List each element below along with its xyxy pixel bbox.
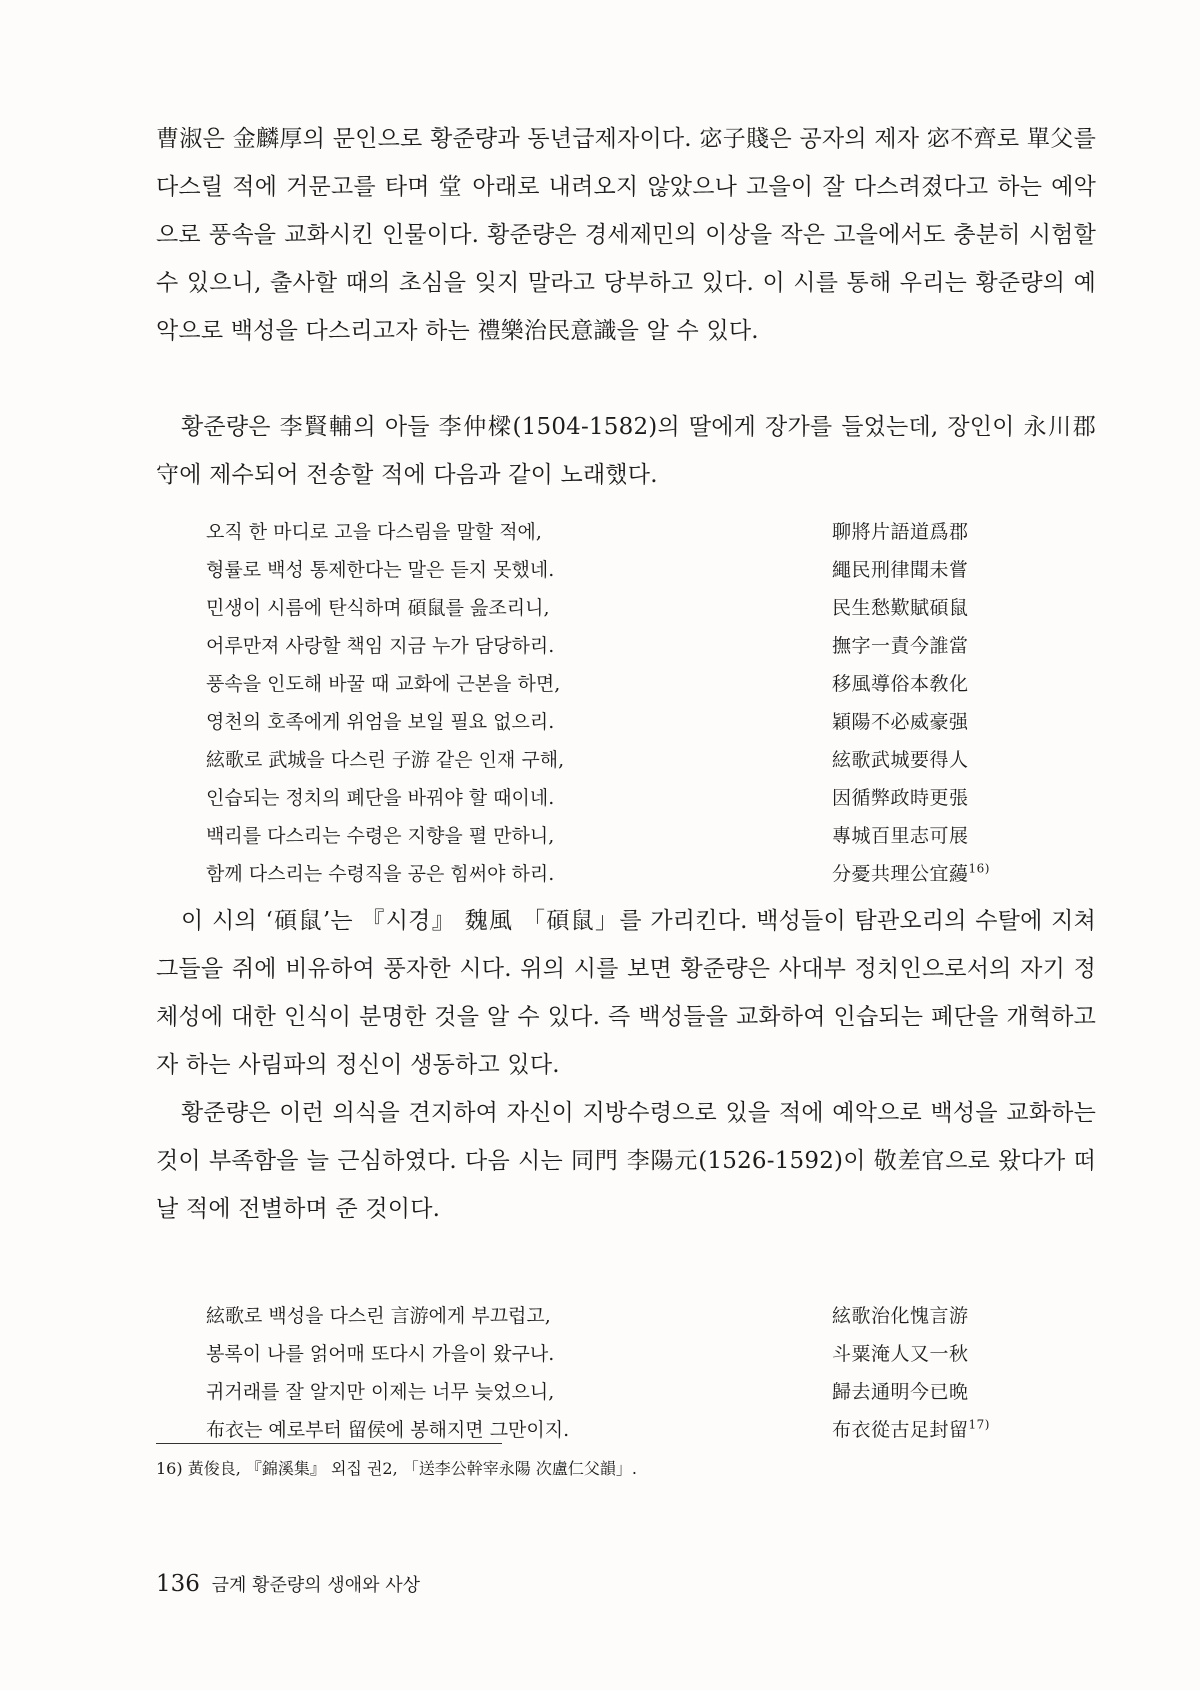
poem-line-korean: 絃歌로 백성을 다스린 言游에게 부끄럽고, — [206, 1305, 551, 1327]
poem-line-hanja — [832, 855, 990, 893]
poem-line — [206, 665, 976, 703]
poem-line-korean: 영천의 호족에게 위엄을 보일 필요 없으리. — [206, 711, 555, 733]
poem-line-korean: 귀거래를 잘 알지만 이제는 너무 늦었으니, — [206, 1381, 555, 1403]
poem-line — [206, 741, 976, 779]
poem-line-korean: 絃歌로 武城을 다스린 子游 같은 인재 구해, — [206, 749, 565, 771]
poem-line-hanja: 絃歌武城要得人 — [832, 749, 969, 771]
paragraph-2: 황준량은 李賢輔의 아들 李仲樑(1504-1582)의 딸에게 장가를 들었는데, 장인이 永川郡守에 제수되어 전송할 적에 다음과 같이 노래했다. — [156, 414, 1096, 488]
poem-line-hanja: 歸去通明今已晩 — [832, 1381, 969, 1403]
poem-line-hanja: 穎陽不必威豪强 — [832, 711, 969, 733]
poem-line-korean: 어루만져 사랑할 책임 지금 누가 담당하리. — [206, 635, 555, 657]
poem-line-hanja-text: 布衣從古足封留 — [832, 1419, 969, 1441]
poem-line — [206, 513, 976, 551]
poem-line-korean: 형률로 백성 통제한다는 말은 듣지 못했네. — [206, 559, 555, 581]
poem-line — [206, 1335, 976, 1373]
poem-line-korean: 풍속을 인도해 바꿀 때 교화에 근본을 하면, — [206, 673, 561, 695]
poem-line — [206, 855, 990, 893]
footnote-16: 16) 黃俊良, 『錦溪集』 외집 권2, 「送李公幹宰永陽 次盧仁父韻」. — [156, 1459, 637, 1478]
poem-line-korean: 인습되는 정치의 폐단을 바꿔야 할 때이네. — [206, 787, 555, 809]
page-number: 136 — [156, 1571, 200, 1597]
poem-line-korean: 민생이 시름에 탄식하며 碩鼠를 읊조리니, — [206, 597, 550, 619]
poem-line-korean: 봉록이 나를 얽어매 또다시 가을이 왔구나. — [206, 1343, 555, 1365]
poem-line — [206, 703, 976, 741]
footnote-ref-17: 17) — [968, 1417, 990, 1432]
footnote-ref-16: 16) — [968, 861, 990, 876]
poem-line — [206, 779, 976, 817]
poem-line-hanja: 撫字一責今誰當 — [832, 635, 969, 657]
running-title: 금계 황준량의 생애와 사상 — [211, 1575, 421, 1596]
poem-line-hanja: 民生愁歎賦碩鼠 — [832, 597, 969, 619]
poem-line — [206, 817, 976, 855]
poem-line-hanja: 斗粟淹人又一秋 — [832, 1343, 969, 1365]
poem-line — [206, 627, 976, 665]
poem-line-hanja: 因循弊政時更張 — [832, 787, 969, 809]
poem-line-korean: 오직 한 마디로 고을 다스림을 말할 적에, — [206, 521, 542, 543]
poem-farewell — [206, 1297, 990, 1449]
poem-line-korean: 백리를 다스리는 수령은 지향을 펼 만하니, — [206, 825, 555, 847]
paragraph-3: 이 시의 ‘碩鼠’는 『시경』 魏風 「碩鼠」를 가리킨다. 백성들이 탐관오리의 수탈에 지쳐 그들을 쥐에 비유하여 풍자한 시다. 위의 시를 보면 황준량은 사대부 정치인으로서의 자기 정체성에 대한 인식이 분명한 것을 알 수 있다. 즉 백성들을 교화하여 인습되는 폐단을 개혁하고자 하는 사림파의 정신이 생동하고 있다. — [156, 908, 1096, 1078]
footnote-divider — [156, 1443, 502, 1444]
poem-yeongcheon — [206, 513, 990, 893]
poem-line-hanja-text: 分憂共理公宜蘰 — [832, 863, 969, 885]
paragraph-1: 曹淑은 金麟厚의 문인으로 황준량과 동년급제자이다. 宓子賤은 공자의 제자 宓不齊로 單父를 다스릴 적에 거문고를 타며 堂 아래로 내려오지 않았으나 고을이 잘 다스려졌다고 하는 예악으로 풍속을 교화시킨 인물이다. 황준량은 경세제민의 이상을 작은 고을에서도 충분히 시험할 수 있으니, 출사할 때의 초심을 잊지 말라고 당부하고 있다. 이 시를 통해 우리는 황준량의 예악으로 백성을 다스리고자 하는 禮樂治民意識을 알 수 있다. — [156, 126, 1096, 344]
poem-line-hanja: 聊將片語道爲郡 — [832, 521, 969, 543]
paragraph-4: 황준량은 이런 의식을 견지하여 자신이 지방수령으로 있을 적에 예악으로 백성을 교화하는 것이 부족함을 늘 근심하였다. 다음 시는 同門 李陽元(1526-1592)이 敬差官으로 왔다가 떠날 적에 전별하며 준 것이다. — [156, 1100, 1096, 1222]
poem-line-hanja: 繩民刑律聞未嘗 — [832, 559, 969, 581]
poem-line-hanja: 移風導俗本敎化 — [832, 673, 969, 695]
poem-line — [206, 1373, 976, 1411]
poem-line — [206, 1297, 976, 1335]
page-footer — [156, 1570, 420, 1600]
poem-line-korean: 함께 다스리는 수령직을 공은 힘써야 하리. — [206, 863, 555, 885]
poem-line-hanja: 專城百里志可展 — [832, 825, 969, 847]
poem-line — [206, 551, 976, 589]
poem-line — [206, 589, 976, 627]
poem-line-hanja — [832, 1411, 990, 1449]
poem-line-hanja: 絃歌治化愧言游 — [832, 1305, 969, 1327]
poem-line-korean: 布衣는 예로부터 留侯에 봉해지면 그만이지. — [206, 1419, 570, 1441]
